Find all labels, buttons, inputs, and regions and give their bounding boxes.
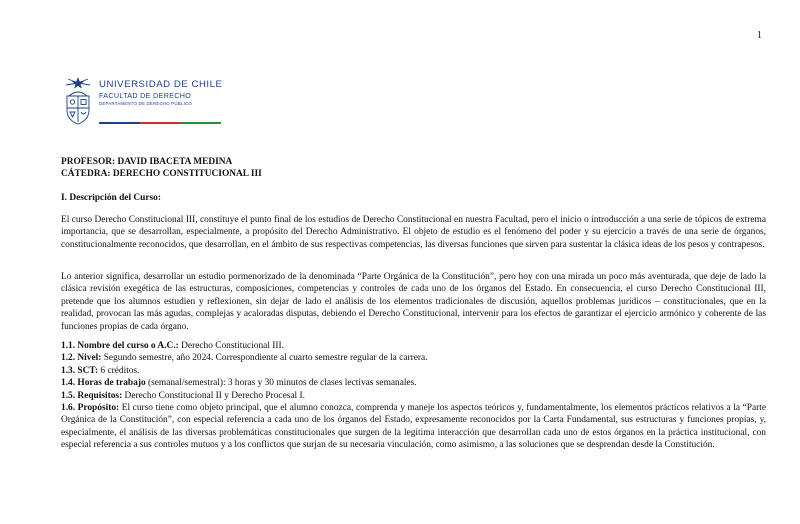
logo-faculty-name: FACULTAD DE DERECHO — [99, 90, 192, 100]
page-number: 1 — [757, 30, 762, 41]
logo-university-name: UNIVERSIDAD DE CHILE — [99, 79, 223, 90]
logo-bar-blue — [99, 122, 140, 124]
detail-value: El curso tiene como objeto principal, que el alumno conozca, comprenda y maneje los aspectos teóricos y, fundamentalmente, los elementos prácticos relativos a la “Parte Orgánica de la Constitución”, con especial referencia a cada uno de los órganos del Estado, expresamente reconocidos por la Carta Fundamental, sus estructuras y funciones propias, y, especialmente, el análisis de las diversas problemáticas constitucionales que surgen de la legítima interacción que desarrollan cada uno de estos órganos en la práctica institucional, con especial referencia a sus controles mutuos y a los conflictos que surjan de su necesaria vinculación, como asimismo, a las soluciones que se desprendan desde la Constitución. — [61, 403, 766, 451]
detail-label: 1.2. Nivel: — [61, 353, 102, 364]
detail-label: 1.3. SCT: — [61, 365, 99, 376]
detail-item-purpose — [61, 402, 766, 452]
chair-line: CÁTEDRA: DERECHO CONSTITUCIONAL III — [61, 169, 262, 180]
detail-label: 1.4. Horas de trabajo — [61, 378, 146, 389]
detail-label: 1.6. Propósito: — [61, 403, 120, 414]
paragraph-text: Lo anterior significa, desarrollar un estudio pormenorizado de la denominada “Parte Orgánica de la Constitución”, pero hoy con una mirada un poco más aventurada, que deje de lado la clásica revisión exegética de las estructuras, composiciones, competencias y controles de cada uno de los órganos del Estado. En consecuencia, el curso Derecho Constitucional III, pretende que los alumnos estudien y reflexionen, sin dejar de lado el análisis de los elementos tradicionales de discusión, aquellos problemas jurídicos – constitucionales, que en la realidad, provocan las más agudas, complejas y acaloradas disputas, debiendo el Derecho Constitucional, intervenir para los efectos de garantizar el ejercicio armónico y coherente de las funciones propias de cada órgano. — [61, 272, 766, 332]
detail-label: 1.1. Nombre del curso o A.C.: — [61, 341, 179, 351]
detail-item-name — [61, 340, 766, 352]
detail-value: Derecho Constitucional II y Derecho Procesal I. — [122, 390, 305, 401]
detail-value: 6 créditos. — [98, 365, 140, 376]
detail-item-level — [61, 352, 766, 364]
detail-value: Segundo semestre, año 2024. Correspondiente al cuarto semestre regular de la carrera. — [101, 353, 428, 364]
document-header — [61, 156, 766, 181]
description-paragraph-2 — [61, 271, 766, 333]
course-details — [61, 340, 766, 452]
university-emblem-icon — [64, 76, 92, 126]
detail-item-requirements — [61, 390, 766, 402]
professor-line: PROFESOR: DAVID IBACETA MEDINA — [61, 157, 233, 167]
detail-label: 1.5. Requisitos: — [61, 390, 123, 401]
paragraph-text: El curso Derecho Constitucional III, constituye el punto final de los estudios de Derecho Constitucional en nuestra Facultad, pero el inicio o introducción a una serie de tópicos de extrema importancia, que se desarrollan, especialmente, a propósito del Derecho Administrativo. El objeto de estudio es el fenómeno del poder y su ejercicio a través de una serie de órganos, constitucionalmente reconocidos, que desarrollan, en el ámbito de sus respectivas competencias, las diversas funciones que sirven para sustentar la clásica ideas de los pesos y contrapesos. — [61, 215, 766, 250]
section-title: I. Descripción del Curso: — [61, 193, 161, 203]
detail-value: (semanal/semestral): 3 horas y 30 minutos de clases lectivas semanales. — [145, 378, 417, 389]
logo-bar-red — [140, 122, 181, 124]
detail-item-sct — [61, 365, 766, 377]
description-paragraph-1 — [61, 214, 766, 251]
university-logo — [64, 76, 224, 132]
detail-value: Derecho Constitucional III. — [178, 341, 284, 351]
logo-bar-green — [180, 122, 221, 124]
detail-item-hours — [61, 377, 766, 389]
logo-department-name: DEPARTAMENTO DE DERECHO PÚBLICO — [99, 100, 192, 106]
logo-color-bar — [99, 122, 221, 124]
